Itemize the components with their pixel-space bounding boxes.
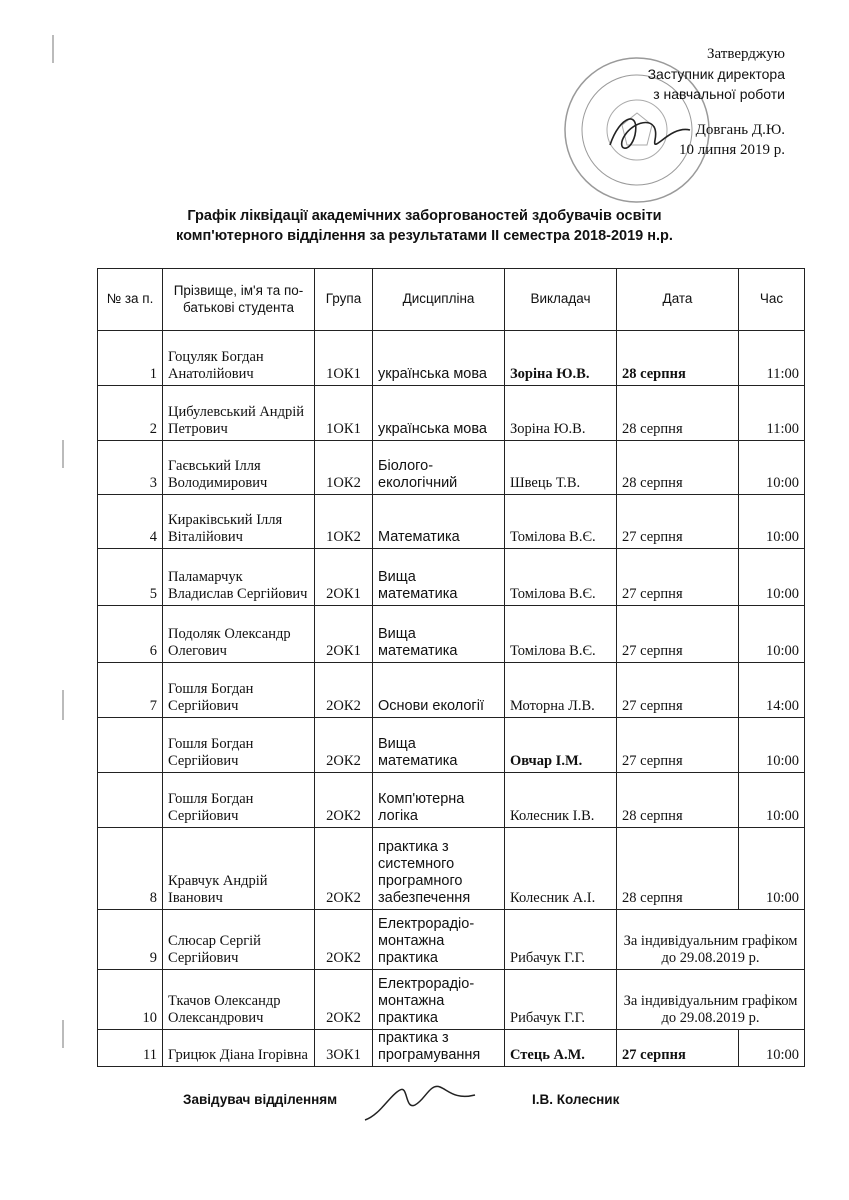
cell-date: 28 серпня [617,331,739,386]
cell-teacher: Моторна Л.В. [505,663,617,718]
header-name: Прізвище, ім'я та по-батькові студента [163,269,315,331]
footer-position: Завідувач відділенням [183,1092,338,1107]
cell-num [98,773,163,828]
title-line: комп'ютерного відділення за результатами ІІ семестра 2018-2019 н.р. [176,228,673,244]
cell-name: Ткачов Олександр Олександрович [163,970,315,1030]
cell-num: 2 [98,386,163,441]
cell-group: 1ОК2 [315,495,373,549]
header-num: № за п. [98,269,163,331]
approval-date: 10 липня 2019 р. [679,142,785,158]
table-row [98,441,805,495]
cell-discipline: Біолого-екологічний [373,441,505,495]
cell-schedule: За індивідуальним графіком до 29.08.2019 р. [617,970,805,1030]
cell-num: 3 [98,441,163,495]
cell-date: 28 серпня [617,386,739,441]
cell-group: 1ОК1 [315,386,373,441]
document-title [0,206,849,246]
cell-num: 9 [98,910,163,970]
cell-num: 5 [98,549,163,606]
cell-teacher: Овчар І.М. [505,718,617,773]
cell-num: 6 [98,606,163,663]
cell-date: 27 серпня [617,718,739,773]
cell-teacher: Зоріна Ю.В. [505,331,617,386]
approval-position: з навчальної роботи [653,86,785,102]
cell-date: 28 серпня [617,828,739,910]
cell-time: 10:00 [739,773,805,828]
table-row [98,718,805,773]
cell-name: Кираківський Ілля Віталійович [163,495,315,549]
header-discipline: Дисципліна [373,269,505,331]
cell-discipline: Комп'ютерна логіка [373,773,505,828]
table-row [98,1030,805,1067]
cell-date: 28 серпня [617,441,739,495]
cell-group: 3ОК1 [315,1030,373,1067]
cell-time: 10:00 [739,828,805,910]
header-time: Час [739,269,805,331]
cell-teacher: Томілова В.Є. [505,549,617,606]
cell-name: Гоцуляк Богдан Анатолійович [163,331,315,386]
cell-teacher: Стець А.М. [505,1030,617,1067]
cell-teacher: Рибачук Г.Г. [505,970,617,1030]
table-row [98,663,805,718]
margin-mark [62,440,64,468]
header-teacher: Викладач [505,269,617,331]
approval-position: Заступник директора [647,66,785,82]
cell-discipline: практика з системного програмного забезпечення [373,828,505,910]
margin-mark [52,35,54,63]
table-row [98,606,805,663]
approval-block [648,44,785,160]
table-row [98,828,805,910]
cell-name: Гошля Богдан Сергійович [163,663,315,718]
cell-discipline: Математика [373,495,505,549]
table-row [98,773,805,828]
cell-time: 10:00 [739,1030,805,1067]
cell-teacher: Швець Т.В. [505,441,617,495]
cell-discipline: Електрорадіо-монтажна практика [373,970,505,1030]
cell-discipline: Вища математика [373,718,505,773]
cell-time: 10:00 [739,549,805,606]
cell-num: 10 [98,970,163,1030]
cell-time: 10:00 [739,606,805,663]
cell-name: Гаєвський Ілля Володимирович [163,441,315,495]
header-group: Група [315,269,373,331]
table-row [98,331,805,386]
cell-discipline: Вища математика [373,549,505,606]
cell-date: 28 серпня [617,773,739,828]
head-signature [360,1075,480,1125]
cell-teacher: Зоріна Ю.В. [505,386,617,441]
cell-date: 27 серпня [617,495,739,549]
cell-name: Слюсар Сергій Сергійович [163,910,315,970]
table-row [98,549,805,606]
schedule-table [97,268,805,1067]
cell-name: Кравчук Андрій Іванович [163,828,315,910]
title-line: Графік ліквідації академічних заборгованостей здобувачів освіти [187,208,662,224]
table-row [98,970,805,1030]
table-row [98,910,805,970]
header-date: Дата [617,269,739,331]
cell-time: 11:00 [739,386,805,441]
margin-mark [62,690,64,720]
cell-num: 8 [98,828,163,910]
footer-name: І.В. Колесник [532,1092,620,1107]
cell-group: 2ОК2 [315,828,373,910]
cell-group: 2ОК2 [315,773,373,828]
cell-date: 27 серпня [617,549,739,606]
cell-discipline: практика з програмування [373,1030,505,1067]
cell-group: 1ОК2 [315,441,373,495]
cell-time: 11:00 [739,331,805,386]
table-header-row [98,269,805,331]
cell-num: 4 [98,495,163,549]
cell-name: Грицюк Діана Ігорівна [163,1030,315,1067]
cell-num: 1 [98,331,163,386]
cell-discipline: українська мова [373,386,505,441]
cell-time: 10:00 [739,495,805,549]
cell-name: Гошля Богдан Сергійович [163,773,315,828]
cell-teacher: Колесник А.І. [505,828,617,910]
cell-schedule: За індивідуальним графіком до 29.08.2019 р. [617,910,805,970]
cell-time: 10:00 [739,441,805,495]
cell-teacher: Томілова В.Є. [505,606,617,663]
table-row [98,386,805,441]
approver-name: Довгань Д.Ю. [695,122,785,138]
cell-num: 11 [98,1030,163,1067]
table-row [98,495,805,549]
cell-group: 2ОК2 [315,718,373,773]
cell-teacher: Томілова В.Є. [505,495,617,549]
margin-mark [62,1020,64,1048]
cell-num: 7 [98,663,163,718]
cell-name: Цибулевський Андрій Петрович [163,386,315,441]
cell-time: 10:00 [739,718,805,773]
cell-name: Гошля Богдан Сергійович [163,718,315,773]
cell-num [98,718,163,773]
cell-group: 2ОК2 [315,663,373,718]
cell-group: 2ОК2 [315,970,373,1030]
cell-date: 27 серпня [617,606,739,663]
cell-discipline: українська мова [373,331,505,386]
cell-teacher: Рибачук Г.Г. [505,910,617,970]
cell-name: Паламарчук Владислав Сергійович [163,549,315,606]
approval-line: Затверджую [707,46,785,62]
cell-date: 27 серпня [617,663,739,718]
cell-discipline: Вища математика [373,606,505,663]
cell-group: 2ОК2 [315,910,373,970]
cell-group: 2ОК1 [315,549,373,606]
cell-date: 27 серпня [617,1030,739,1067]
cell-discipline: Основи екології [373,663,505,718]
cell-group: 2ОК1 [315,606,373,663]
cell-name: Подоляк Олександр Олегович [163,606,315,663]
cell-teacher: Колесник І.В. [505,773,617,828]
cell-time: 14:00 [739,663,805,718]
cell-group: 1ОК1 [315,331,373,386]
cell-discipline: Електрорадіо-монтажна практика [373,910,505,970]
